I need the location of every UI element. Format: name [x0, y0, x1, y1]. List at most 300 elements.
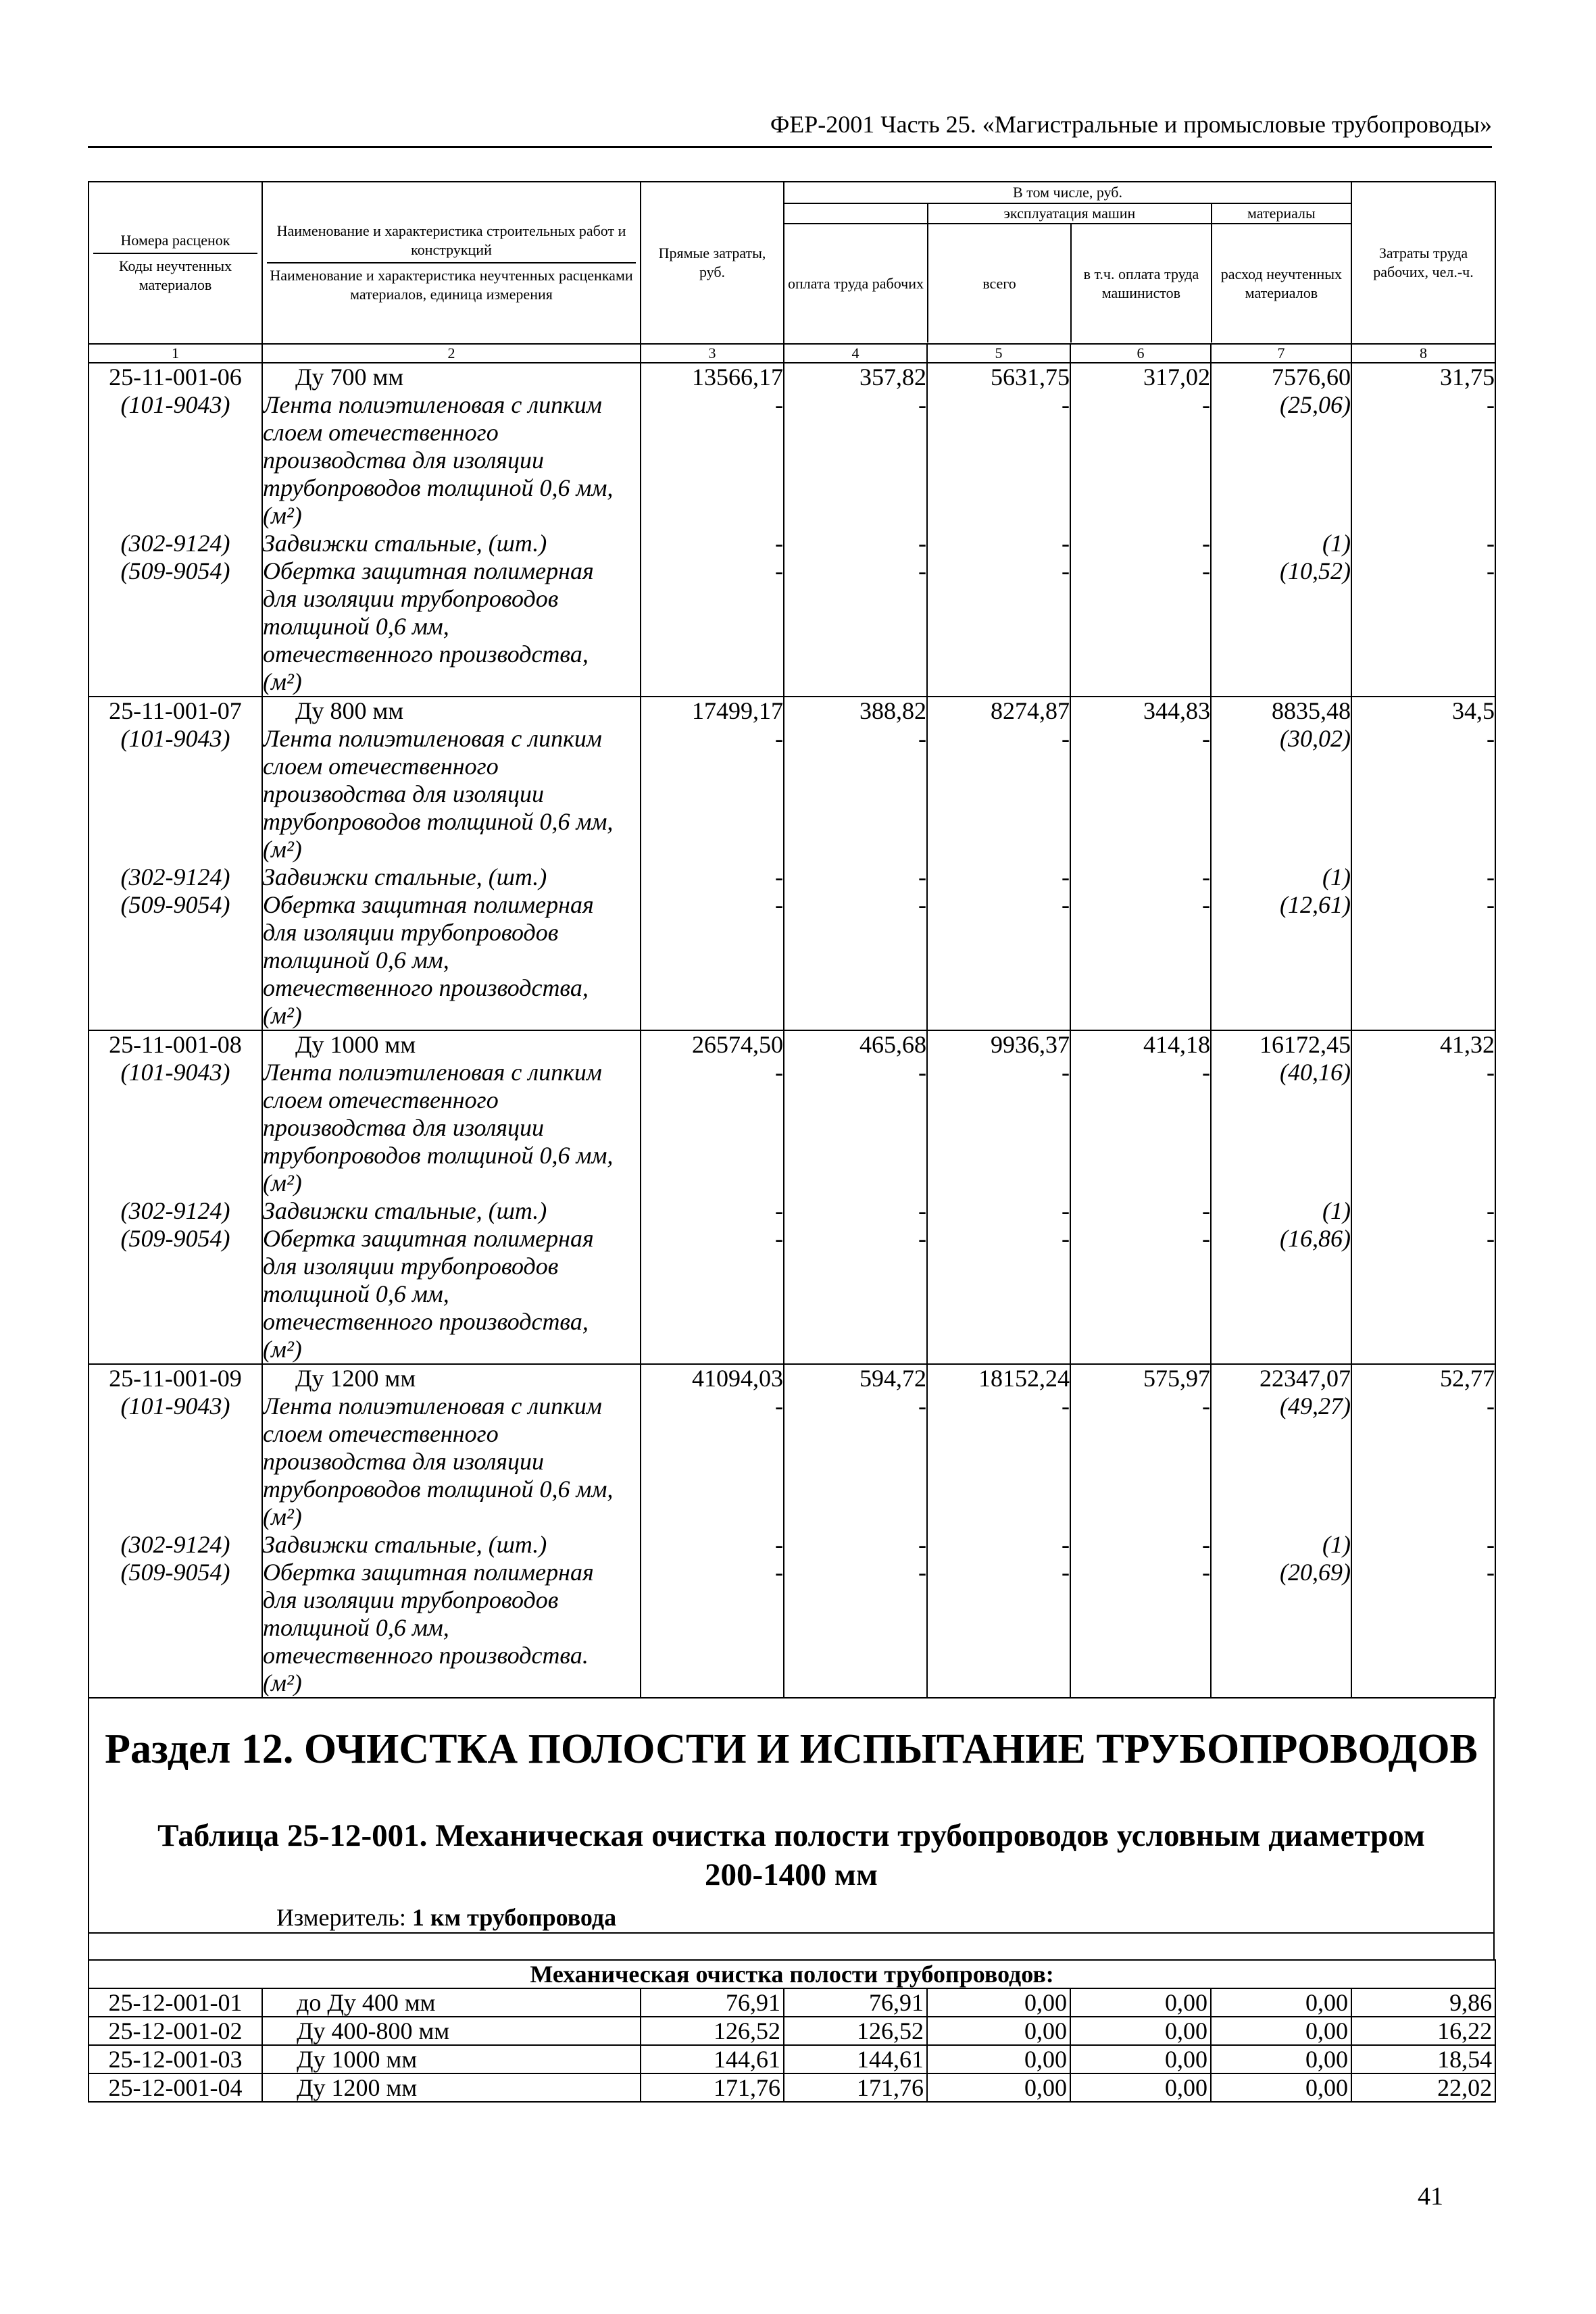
rate-codes-cell: [89, 1364, 262, 1698]
spacer: [641, 919, 783, 947]
spacer: [641, 1420, 783, 1448]
spacer: [928, 1336, 1070, 1363]
spacer: [928, 1476, 1070, 1503]
material-incl_pay: -: [1202, 530, 1210, 557]
rate-name: Ду 1200 мм: [295, 1365, 416, 1392]
spacer: [784, 1114, 926, 1142]
spacer: [784, 1142, 926, 1169]
material-name-line: Лента полиэтиленовая с липким: [263, 1059, 602, 1086]
spacer: [1071, 1614, 1210, 1642]
spacer: [1352, 1476, 1495, 1503]
material-machines: -: [1062, 1059, 1070, 1086]
spacer: [1352, 1642, 1495, 1669]
section-block: [88, 1697, 1495, 1961]
spacer: [928, 1614, 1070, 1642]
material-pay: -: [918, 391, 926, 418]
spacer: [784, 502, 926, 530]
spacer: [641, 780, 783, 808]
spacer: [928, 1308, 1070, 1336]
rate-direct: 26574,50: [692, 1031, 783, 1058]
head-pay: оплата труда рабочих: [788, 274, 924, 292]
spacer: [1352, 1114, 1495, 1142]
material-pay: -: [918, 557, 926, 584]
material-machines: -: [1062, 1392, 1070, 1419]
spacer: [641, 613, 783, 640]
spacer: [1352, 836, 1495, 863]
material-labor: -: [1487, 1197, 1495, 1224]
material-name-line: толщиной 0,6 мм,: [263, 947, 449, 974]
spacer: [641, 1448, 783, 1476]
spacer: [1071, 753, 1210, 780]
rate-names-cell: [262, 697, 641, 1030]
rate-labor: 52,77: [1440, 1365, 1495, 1392]
material-machines: -: [1062, 863, 1070, 890]
material-name-line: слоем отечественного: [263, 1086, 499, 1113]
rate-direct-cell: [641, 363, 784, 697]
material-name-line: Лента полиэтиленовая с липким: [263, 1392, 602, 1419]
material-pay: -: [918, 1197, 926, 1224]
head-incl-group: [784, 182, 1351, 344]
col-number: 5: [927, 344, 1070, 363]
spacer: [784, 613, 926, 640]
material-code: (509-9054): [120, 557, 230, 584]
material-direct: -: [775, 530, 783, 557]
cleaning-value: 0,00: [1070, 1988, 1211, 2017]
rate-labor: 31,75: [1440, 363, 1495, 391]
meter-rule: [89, 1932, 1493, 1934]
material-name-line: трубопроводов толщиной 0,6 мм,: [263, 1476, 614, 1503]
spacer: [784, 836, 926, 863]
rate-pay-cell: [784, 1030, 927, 1364]
spacer: [1352, 1308, 1495, 1336]
spacer: [784, 919, 926, 947]
spacer: [641, 502, 783, 530]
spacer: [641, 1142, 783, 1169]
spacer: [928, 1142, 1070, 1169]
material-name-line: Задвижки стальные, (шт.): [263, 863, 547, 890]
material-mat: (16,86): [1280, 1225, 1351, 1252]
spacer: [1071, 640, 1210, 668]
spacer: [89, 1169, 261, 1197]
spacer: [89, 419, 261, 447]
spacer: [784, 1336, 926, 1363]
cleaning-code: 25-12-001-01: [89, 1988, 262, 2017]
spacer: [784, 1448, 926, 1476]
rate-incl_pay: 575,97: [1143, 1365, 1210, 1392]
material-code: (302-9124): [120, 1531, 230, 1558]
rate-labor: 34,5: [1452, 697, 1495, 724]
col-number: 8: [1351, 344, 1495, 363]
spacer: [1212, 808, 1351, 836]
spacer: [1071, 419, 1210, 447]
rate-row: [89, 697, 1495, 1030]
material-direct: -: [775, 891, 783, 918]
spacer: [89, 836, 261, 863]
cleaning-value: 171,76: [784, 2073, 927, 2102]
spacer: [784, 668, 926, 696]
spacer: [1212, 447, 1351, 474]
cleaning-code: 25-12-001-04: [89, 2073, 262, 2102]
spacer: [1352, 780, 1495, 808]
spacer: [1352, 613, 1495, 640]
material-pay: -: [918, 530, 926, 557]
rate-machines: 8274,87: [991, 697, 1070, 724]
material-name-line: (м²): [263, 1169, 302, 1197]
spacer: [1352, 668, 1495, 696]
spacer: [784, 1253, 926, 1280]
material-name-line: для изоляции трубопроводов: [263, 585, 559, 612]
spacer: [1071, 502, 1210, 530]
material-labor: -: [1487, 863, 1495, 890]
spacer: [1352, 474, 1495, 502]
spacer: [89, 447, 261, 474]
material-mat: (10,52): [1280, 557, 1351, 584]
material-direct: -: [775, 1392, 783, 1419]
spacer: [1071, 947, 1210, 974]
material-code: (509-9054): [120, 1225, 230, 1252]
cleaning-value: 0,00: [1211, 2073, 1351, 2102]
spacer: [1212, 419, 1351, 447]
spacer: [89, 974, 261, 1002]
spacer: [641, 668, 783, 696]
material-name-line: (м²): [263, 836, 302, 863]
cleaning-value: 0,00: [1070, 2073, 1211, 2102]
cleaning-value: 76,91: [784, 1988, 927, 2017]
spacer: [1212, 1420, 1351, 1448]
spacer: [1212, 585, 1351, 613]
spacer: [89, 919, 261, 947]
rate-incl_pay-cell: [1070, 697, 1211, 1030]
spacer: [641, 1586, 783, 1614]
head-mat-use: расход неучтенных материалов: [1212, 224, 1351, 343]
cleaning-table: [88, 1959, 1496, 2103]
spacer: [1071, 1420, 1210, 1448]
material-name-line: Задвижки стальные, (шт.): [263, 530, 547, 557]
rate-labor: 41,32: [1440, 1031, 1495, 1058]
material-code: (302-9124): [120, 530, 230, 557]
table-title: [89, 1816, 1493, 1894]
head-divider: [93, 253, 257, 254]
material-name-line: (м²): [263, 1503, 302, 1530]
spacer: [89, 1114, 261, 1142]
spacer: [928, 1642, 1070, 1669]
spacer: [1071, 1114, 1210, 1142]
spacer: [1071, 1086, 1210, 1114]
cleaning-caption: Механическая очистка полости трубопроводов:: [89, 1960, 1495, 1988]
spacer: [89, 585, 261, 613]
head-machines: эксплуатация машин: [928, 203, 1212, 224]
spacer: [89, 1336, 261, 1363]
material-name-line: отечественного производства,: [263, 974, 589, 1001]
material-code: (302-9124): [120, 1197, 230, 1224]
rate-materials: 7576,60: [1272, 363, 1351, 391]
material-mat: (1): [1322, 863, 1351, 890]
spacer: [1352, 1669, 1495, 1697]
spacer: [1212, 1308, 1351, 1336]
spacer: [1212, 613, 1351, 640]
cleaning-value: 171,76: [641, 2073, 784, 2102]
rate-direct: 13566,17: [692, 363, 783, 391]
spacer: [1212, 502, 1351, 530]
rate-machines-cell: [927, 1364, 1070, 1698]
spacer: [1352, 947, 1495, 974]
cleaning-value: 18,54: [1351, 2045, 1495, 2073]
rates-body: [88, 362, 1496, 1699]
cleaning-value: 16,22: [1351, 2017, 1495, 2045]
spacer: [1071, 1586, 1210, 1614]
material-name-line: слоем отечественного: [263, 753, 499, 780]
spacer: [89, 1448, 261, 1476]
spacer: [641, 1614, 783, 1642]
rate-codes-cell: [89, 1030, 262, 1364]
cleaning-value: 76,91: [641, 1988, 784, 2017]
head-col2: [262, 182, 641, 344]
rate-machines: 5631,75: [991, 363, 1070, 391]
head-col1-top: Номера расценок: [120, 232, 230, 249]
col-number: 6: [1070, 344, 1211, 363]
rate-labor-cell: [1351, 1364, 1495, 1698]
material-machines: -: [1062, 557, 1070, 584]
cleaning-value: 0,00: [927, 1988, 1070, 2017]
spacer: [1212, 836, 1351, 863]
rate-code: 25-11-001-07: [109, 697, 242, 724]
spacer: [641, 1669, 783, 1697]
spacer: [1212, 1114, 1351, 1142]
col-number: 3: [641, 344, 784, 363]
spacer: [89, 1253, 261, 1280]
spacer: [641, 1114, 783, 1142]
spacer: [1352, 1420, 1495, 1448]
spacer: [1212, 1642, 1351, 1669]
spacer: [784, 808, 926, 836]
rate-row: [89, 1030, 1495, 1364]
spacer: [1212, 947, 1351, 974]
spacer: [1071, 1503, 1210, 1531]
head-direct: Прямые затраты, руб.: [641, 182, 784, 344]
material-direct: -: [775, 725, 783, 752]
cleaning-name: Ду 1200 мм: [262, 2073, 641, 2102]
cleaning-value: 0,00: [927, 2073, 1070, 2102]
spacer: [641, 640, 783, 668]
spacer: [1212, 1586, 1351, 1614]
rate-code: 25-11-001-09: [109, 1365, 242, 1392]
material-name-line: Обертка защитная полимерная: [263, 557, 594, 584]
material-name-line: (м²): [263, 668, 302, 695]
spacer: [1212, 1086, 1351, 1114]
material-mat: (1): [1322, 1197, 1351, 1224]
spacer: [1212, 753, 1351, 780]
spacer: [784, 1308, 926, 1336]
cleaning-value: 0,00: [1070, 2017, 1211, 2045]
spacer: [928, 1669, 1070, 1697]
rate-row: [89, 363, 1495, 697]
rate-codes-cell: [89, 697, 262, 1030]
cleaning-value: 22,02: [1351, 2073, 1495, 2102]
rate-labor-cell: [1351, 697, 1495, 1030]
cleaning-value: 126,52: [784, 2017, 927, 2045]
spacer: [1352, 1280, 1495, 1308]
material-code: (101-9043): [120, 725, 230, 752]
cleaning-value: 0,00: [1211, 2017, 1351, 2045]
rate-code: 25-11-001-08: [109, 1031, 242, 1058]
section-title: Раздел 12. ОЧИСТКА ПОЛОСТИ И ИСПЫТАНИЕ ТРУБОПРОВОДОВ: [105, 1726, 1478, 1772]
spacer: [89, 1642, 261, 1669]
spacer: [928, 1169, 1070, 1197]
spacer: [784, 419, 926, 447]
material-mat: (40,16): [1280, 1059, 1351, 1086]
spacer: [89, 668, 261, 696]
spacer: [928, 1448, 1070, 1476]
rate-direct-cell: [641, 1364, 784, 1698]
col-number: 4: [784, 344, 927, 363]
spacer: [1071, 1142, 1210, 1169]
material-name-line: (м²): [263, 1336, 302, 1363]
spacer: [1352, 919, 1495, 947]
spacer: [928, 474, 1070, 502]
spacer: [1352, 1169, 1495, 1197]
spacer: [89, 1280, 261, 1308]
spacer: [928, 780, 1070, 808]
cleaning-value: 0,00: [1070, 2045, 1211, 2073]
rate-pay: 357,82: [859, 363, 926, 391]
spacer: [641, 1642, 783, 1669]
spacer: [89, 474, 261, 502]
rate-direct: 41094,03: [692, 1365, 783, 1392]
material-code: (101-9043): [120, 1392, 230, 1419]
rate-code: 25-11-001-06: [109, 363, 242, 391]
material-name-line: слоем отечественного: [263, 419, 499, 446]
material-name-line: (м²): [263, 1002, 302, 1029]
spacer: [784, 1420, 926, 1448]
material-pay: -: [918, 891, 926, 918]
spacer: [1212, 780, 1351, 808]
spacer: [928, 419, 1070, 447]
spacer: [1071, 780, 1210, 808]
spacer: [928, 585, 1070, 613]
rates-table: [88, 181, 1496, 363]
material-machines: -: [1062, 1225, 1070, 1252]
head-incl-pay: в т.ч. оплата труда машинистов: [1071, 224, 1212, 343]
cleaning-name: Ду 1000 мм: [262, 2045, 641, 2073]
cleaning-value: 126,52: [641, 2017, 784, 2045]
head-col1: [89, 182, 262, 344]
spacer: [1212, 1280, 1351, 1308]
spacer: [641, 1253, 783, 1280]
spacer: [1071, 1280, 1210, 1308]
material-labor: -: [1487, 1392, 1495, 1419]
spacer: [641, 808, 783, 836]
material-incl_pay: -: [1202, 1197, 1210, 1224]
spacer: [784, 1669, 926, 1697]
header-row: [89, 182, 1495, 344]
spacer: [1071, 1002, 1210, 1030]
meter-value: 1 км трубопровода: [412, 1904, 617, 1931]
rate-row: [89, 1364, 1495, 1698]
spacer: [1352, 447, 1495, 474]
rate-name: Ду 1000 мм: [295, 1031, 416, 1058]
spacer: [784, 947, 926, 974]
material-incl_pay: -: [1202, 891, 1210, 918]
spacer: [1071, 1476, 1210, 1503]
spacer: [784, 1614, 926, 1642]
spacer: [1352, 1002, 1495, 1030]
head-incl: В том числе, руб.: [784, 183, 1351, 203]
material-machines: -: [1062, 530, 1070, 557]
rate-incl_pay: 414,18: [1143, 1031, 1210, 1058]
spacer: [1071, 974, 1210, 1002]
rate-direct-cell: [641, 1030, 784, 1364]
spacer: [1212, 474, 1351, 502]
material-incl_pay: -: [1202, 1559, 1210, 1586]
spacer: [928, 919, 1070, 947]
material-name-line: Обертка защитная полимерная: [263, 1225, 594, 1252]
table-title-line-2: 200-1400 мм: [705, 1857, 878, 1892]
material-name-line: производства для изоляции: [263, 1114, 545, 1141]
material-name-line: производства для изоляции: [263, 1448, 545, 1475]
material-direct: -: [775, 1559, 783, 1586]
material-name-line: производства для изоляции: [263, 780, 545, 807]
col-number: 1: [89, 344, 262, 363]
spacer: [928, 640, 1070, 668]
rate-materials-cell: [1211, 363, 1351, 697]
spacer: [1212, 1336, 1351, 1363]
spacer: [89, 780, 261, 808]
spacer: [928, 1253, 1070, 1280]
meter-label: Измеритель:: [276, 1904, 406, 1931]
spacer: [89, 1476, 261, 1503]
spacer: [928, 836, 1070, 863]
cleaning-value: 144,61: [784, 2045, 927, 2073]
rate-names-cell: [262, 1364, 641, 1698]
material-incl_pay: -: [1202, 725, 1210, 752]
spacer: [1212, 1169, 1351, 1197]
spacer: [641, 447, 783, 474]
cleaning-value: 0,00: [927, 2017, 1070, 2045]
material-name-line: отечественного производства.: [263, 1642, 589, 1669]
material-pay: -: [918, 725, 926, 752]
page-number: 41: [1418, 2182, 1443, 2211]
spacer: [928, 808, 1070, 836]
material-name-line: Обертка защитная полимерная: [263, 891, 594, 918]
spacer: [89, 1142, 261, 1169]
cleaning-row: [89, 2073, 1495, 2102]
spacer: [641, 1280, 783, 1308]
document-frame: [88, 181, 1495, 2103]
spacer: [1352, 1086, 1495, 1114]
spacer: [1212, 1448, 1351, 1476]
spacer: [1352, 1614, 1495, 1642]
material-mat: (49,27): [1280, 1392, 1351, 1419]
spacer: [784, 780, 926, 808]
spacer: [641, 1086, 783, 1114]
spacer: [89, 1503, 261, 1531]
cleaning-value: 0,00: [1211, 1988, 1351, 2017]
material-machines: -: [1062, 891, 1070, 918]
spacer: [1071, 1642, 1210, 1669]
rate-materials-cell: [1211, 1364, 1351, 1698]
material-mat: (12,61): [1280, 891, 1351, 918]
cleaning-caption-row: [89, 1960, 1495, 1988]
rate-materials: 8835,48: [1272, 697, 1351, 724]
material-pay: -: [918, 1059, 926, 1086]
head-labor: Затраты труда рабочих, чел.-ч.: [1351, 182, 1495, 344]
rate-incl_pay-cell: [1070, 363, 1211, 697]
material-name-line: (м²): [263, 502, 302, 529]
material-incl_pay: -: [1202, 1225, 1210, 1252]
spacer: [784, 974, 926, 1002]
material-name-line: толщиной 0,6 мм,: [263, 1614, 449, 1641]
material-machines: -: [1062, 391, 1070, 418]
